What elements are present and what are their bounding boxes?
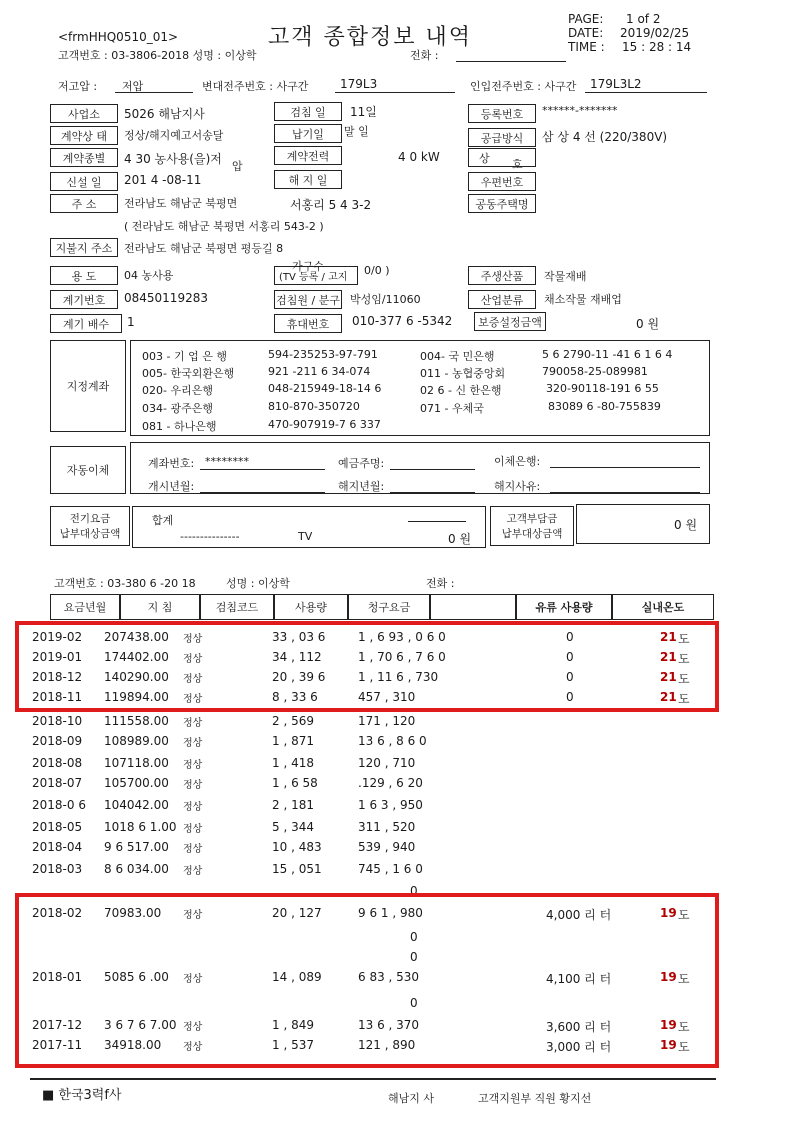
cell-month: 2018-04	[32, 840, 83, 854]
autopay-label: 자동이체	[50, 446, 126, 494]
burden-label-1: 고객부담금	[506, 513, 558, 525]
cell-usage: 2 , 181	[272, 798, 314, 812]
table-row	[0, 862, 794, 882]
supply-method-value: 삼 상 4 선 (220/380V)	[542, 130, 668, 144]
highlight-box	[15, 621, 719, 712]
cell-code: 정상	[183, 974, 203, 985]
cell-charge: 6 83 , 530	[358, 970, 420, 984]
cell-month: 2018-09	[32, 734, 83, 748]
cell-reading: 174402.00	[104, 650, 169, 664]
time-label: TIME :	[568, 40, 605, 54]
business-name-label-2: 호	[512, 158, 523, 171]
cell-charge: 1 6 3 , 950	[358, 798, 423, 812]
cell-temp: 21	[660, 690, 677, 704]
cell-code: 정상	[183, 634, 203, 645]
cell-temp: 19	[660, 970, 677, 984]
main-product-label: 주생산품	[468, 266, 536, 285]
cell-month: 2018-07	[32, 776, 83, 790]
cell-temp: 21	[660, 670, 677, 684]
cell-usage: 33 , 03 6	[272, 630, 326, 644]
reader-value: 박성임/11060	[350, 293, 421, 306]
charges-label-1: 전기요금	[69, 513, 111, 525]
cell-usage: 5 , 344	[272, 820, 314, 834]
cell-charge: 13 6 , 370	[358, 1018, 420, 1032]
history-name-line: 성명 : 이상학	[226, 577, 290, 590]
account-number: 810-870-350720	[268, 400, 360, 413]
mobile-value: 010-377 6 -5342	[352, 314, 453, 328]
multiplier-label: 계기 배수	[50, 314, 122, 333]
supply-method-label: 공급방식	[468, 128, 536, 147]
phone-label: 전화 :	[410, 49, 439, 62]
cell-code: 정상	[183, 802, 203, 813]
cell-code: 정상	[183, 718, 203, 729]
table-row	[0, 714, 794, 734]
cell-month: 2019-02	[32, 630, 83, 644]
cell-usage: 2 , 569	[272, 714, 314, 728]
autopay-panel	[130, 442, 710, 494]
col-header-reading: 지 침	[120, 594, 200, 620]
cell-oil: 0	[566, 650, 574, 664]
autopay-holder-label: 예금주명:	[338, 457, 385, 470]
cell-usage: 10 , 483	[272, 840, 322, 854]
account-number: 048-215949-18-14 6	[268, 382, 382, 395]
cell-temp-unit: 도	[678, 692, 690, 706]
customer-no-line: 고객번호 : 03-3806-2018 성명 : 이상학	[58, 49, 257, 62]
cell-temp: 19	[660, 906, 677, 920]
footer-staff: 고객지원부 직원 황지선	[478, 1092, 592, 1105]
col-header-month: 요금년월	[50, 594, 120, 620]
multiplier-value: 1	[127, 315, 135, 329]
cell-temp-unit: 도	[678, 652, 690, 666]
cell-usage: 1 , 849	[272, 1018, 314, 1032]
charges-total-label: 합계	[152, 514, 174, 527]
cell-charge: 1 , 6 93 , 0 6 0	[358, 630, 446, 644]
office-value: 5026 해남지사	[124, 107, 205, 121]
account-bank: 005- 한국외환은행	[142, 367, 235, 380]
cell-charge: .129 , 6 20	[358, 776, 423, 790]
footer-company: ■ 한국3력f사	[42, 1088, 122, 1103]
cell-code: 정상	[183, 824, 203, 835]
cell-charge: 120 , 710	[358, 756, 416, 770]
cell-code: 정상	[183, 694, 203, 705]
cell-usage: 20 , 127	[272, 906, 322, 920]
history-phone-label: 전화 :	[426, 577, 455, 590]
footer-office: 해남지 사	[388, 1092, 435, 1105]
charges-label	[50, 506, 130, 546]
date-label: DATE:	[568, 26, 604, 40]
cell-temp-unit: 도	[678, 1040, 690, 1054]
reg-no-label: 등록번호	[468, 104, 536, 123]
cell-code: 정상	[183, 1042, 203, 1053]
billing-address-label: 지불지 주소	[50, 238, 118, 257]
tv-count: 0/0 )	[364, 264, 390, 277]
col-header-usage: 사용량	[274, 594, 348, 620]
table-row	[0, 820, 794, 840]
cell-code: 정상	[183, 1022, 203, 1033]
autopay-account-value: ********	[205, 455, 249, 468]
install-date-label: 신설 일	[50, 172, 118, 191]
cell-temp: 21	[660, 630, 677, 644]
meter-read-day-value: 11일	[350, 105, 377, 119]
col-header-oil: 유류 사용량	[516, 594, 612, 620]
table-row	[0, 798, 794, 818]
main-product-value: 작물재배	[544, 270, 587, 283]
cell-temp: 21	[660, 650, 677, 664]
cell-reading: 104042.00	[104, 798, 169, 812]
cell-temp-unit: 도	[678, 1020, 690, 1034]
page-value: 1 of 2	[626, 12, 661, 26]
form-id: <frmHHQ0510_01>	[58, 30, 179, 44]
address-detail: 서홍리 5 4 3-2	[290, 198, 372, 212]
install-date-value: 201 4 -08-11	[124, 173, 202, 187]
cell-oil: 3,000 리 터	[546, 1040, 612, 1054]
autopay-start-label: 개시년월:	[148, 480, 195, 493]
cell-code: 정상	[183, 738, 203, 749]
transformer-label: 변대전주번호 : 사구간	[202, 80, 309, 93]
page-label: PAGE:	[568, 12, 604, 26]
cell-code: 정상	[183, 654, 203, 665]
autopay-account-label: 계좌번호:	[148, 457, 195, 470]
contract-status-value: 정상/해지예고서송달	[124, 129, 224, 142]
history-customer-line: 고객번호 : 03-380 6 -20 18	[54, 577, 196, 590]
zero-marker: 0	[410, 884, 418, 898]
cell-oil: 0	[566, 670, 574, 684]
cell-usage: 20 , 39 6	[272, 670, 326, 684]
cell-charge: 745 , 1 6 0	[358, 862, 423, 876]
reader-label: 검침원 / 분구	[274, 290, 342, 309]
cell-temp-unit: 도	[678, 908, 690, 922]
address-paren: ( 전라남도 해남군 북평면 서홍리 543-2 )	[124, 220, 324, 233]
cell-usage: 1 , 418	[272, 756, 314, 770]
account-number: 5 6 2790-11 -41 6 1 6 4	[542, 348, 673, 361]
footer-rule	[30, 1078, 716, 1080]
payment-due-label: 납기일	[274, 124, 342, 143]
cell-temp: 19	[660, 1038, 677, 1052]
charges-dashes: ---------------	[180, 530, 240, 543]
cell-usage: 34 , 112	[272, 650, 322, 664]
cell-month: 2018-03	[32, 862, 83, 876]
cell-reading: 119894.00	[104, 690, 169, 704]
burden-label	[490, 506, 574, 546]
col-header-blank	[430, 594, 516, 620]
time-value: 15 : 28 : 14	[622, 40, 692, 54]
voltage-value: 저압	[122, 80, 144, 93]
meter-read-day-label: 검침 일	[274, 102, 342, 121]
cell-code: 정상	[183, 780, 203, 791]
cell-month: 2017-12	[32, 1018, 83, 1032]
col-header-temp: 실내온도	[612, 594, 714, 620]
cell-reading: 70983.00	[104, 906, 162, 920]
account-number: 470-907919-7 6 337	[268, 418, 381, 431]
zero-marker: 0	[410, 930, 418, 944]
tv-line: (TV 등록 / 고지	[274, 266, 358, 285]
cell-usage: 8 , 33 6	[272, 690, 318, 704]
charges-label-2: 납부대상금액	[59, 528, 121, 540]
cell-reading: 34918.00	[104, 1038, 162, 1052]
account-number: 921 -211 6 34-074	[268, 365, 371, 378]
underline	[200, 469, 325, 470]
cell-reading: 3 6 7 6 7.00	[104, 1018, 177, 1032]
autopay-end-label: 해지년월:	[338, 480, 385, 493]
billing-address-value: 전라남도 해남군 북평면 평등길 8	[124, 242, 284, 255]
cell-charge: 539 , 940	[358, 840, 416, 854]
contract-power-value: 4 0 kW	[398, 150, 440, 164]
underline	[550, 492, 700, 493]
industry-label: 산업분류	[468, 290, 536, 309]
mobile-label: 휴대번호	[274, 314, 342, 333]
cell-reading: 1018 6 1.00	[104, 820, 177, 834]
entry-pole-value: 179L3L2	[590, 77, 642, 91]
account-bank: 02 6 - 신 한은행	[420, 384, 502, 397]
cell-temp-unit: 도	[678, 632, 690, 646]
cell-month: 2018-02	[32, 906, 83, 920]
cell-reading: 111558.00	[104, 714, 169, 728]
cell-charge: 13 6 , 8 6 0	[358, 734, 427, 748]
cell-usage: 15 , 051	[272, 862, 322, 876]
accounts-label: 지정계좌	[50, 340, 126, 432]
account-bank: 071 - 우체국	[420, 402, 484, 415]
usage-label: 용 도	[50, 266, 118, 285]
cell-month: 2017-11	[32, 1038, 83, 1052]
contract-power-label: 계약전력	[274, 146, 342, 165]
cell-reading: 8 6 034.00	[104, 862, 169, 876]
phone-underline	[456, 61, 566, 62]
cell-reading: 105700.00	[104, 776, 169, 790]
burden-value: 0 원	[674, 518, 698, 532]
contract-type-value: 4 30 농사용(을)저	[124, 152, 222, 166]
cell-usage: 1 , 6 58	[272, 776, 318, 790]
account-bank: 081 - 하나은행	[142, 420, 217, 433]
underline	[115, 92, 193, 93]
underline	[585, 92, 707, 93]
deposit-value: 0 원	[636, 317, 660, 331]
cell-month: 2019-01	[32, 650, 83, 664]
underline	[550, 467, 700, 468]
zero-marker: 0	[410, 950, 418, 964]
autopay-bank-label: 이체은행:	[494, 455, 541, 468]
cell-month: 2018-12	[32, 670, 83, 684]
cell-charge: 171 , 120	[358, 714, 416, 728]
col-header-charge: 청구요금	[348, 594, 430, 620]
underline	[390, 469, 475, 470]
cell-usage: 14 , 089	[272, 970, 322, 984]
payment-due-value: 말 일	[344, 125, 369, 138]
contract-type-suffix: 압	[232, 160, 243, 173]
cell-charge: 1 , 11 6 , 730	[358, 670, 439, 684]
cell-month: 2018-10	[32, 714, 83, 728]
cell-oil: 3,600 리 터	[546, 1020, 612, 1034]
account-bank: 004- 국 민은행	[420, 350, 495, 363]
col-header-code: 검침코드	[200, 594, 274, 620]
cell-charge: 9 6 1 , 980	[358, 906, 423, 920]
table-row	[0, 734, 794, 754]
cell-reading: 107118.00	[104, 756, 169, 770]
underline	[408, 521, 466, 522]
cell-month: 2018-08	[32, 756, 83, 770]
voltage-label: 저고압 :	[58, 80, 98, 93]
office-label: 사업소	[50, 104, 118, 123]
address-label: 주 소	[50, 194, 118, 213]
cell-code: 정상	[183, 760, 203, 771]
account-bank: 020- 우리은행	[142, 384, 213, 397]
business-name-label-1: 상	[479, 151, 490, 165]
cell-usage: 1 , 537	[272, 1038, 314, 1052]
charges-tv-label: TV	[298, 530, 313, 543]
cell-oil: 4,000 리 터	[546, 908, 612, 922]
reg-no-value: ******-*******	[542, 104, 618, 117]
account-bank: 034- 광주은행	[142, 402, 213, 415]
page-title: 고객 종합정보 내역	[268, 25, 473, 50]
zero-marker: 0	[410, 996, 418, 1010]
entry-pole-label: 인입전주번호 : 사구간	[470, 80, 577, 93]
cell-code: 정상	[183, 866, 203, 877]
contract-type-label: 계약종별	[50, 148, 118, 167]
transformer-value: 179L3	[340, 77, 378, 91]
cell-usage: 1 , 871	[272, 734, 314, 748]
cell-month: 2018-0 6	[32, 798, 86, 812]
address-value: 전라남도 해남군 북평면	[124, 197, 238, 210]
meter-no-value: 08450119283	[124, 291, 208, 305]
cell-oil: 0	[566, 630, 574, 644]
cell-charge: 121 , 890	[358, 1038, 416, 1052]
tv-status: 가구수	[292, 260, 324, 273]
highlight-box	[15, 893, 719, 1068]
cell-charge: 457 , 310	[358, 690, 416, 704]
autopay-reason-label: 해지사유:	[494, 480, 541, 493]
cell-charge: 1 , 70 6 , 7 6 0	[358, 650, 446, 664]
cell-reading: 140290.00	[104, 670, 169, 684]
cell-reading: 207438.00	[104, 630, 169, 644]
business-name-label	[468, 148, 536, 167]
account-number: 83089 6 -80-755839	[548, 400, 661, 413]
account-number: 320-90118-191 6 55	[546, 382, 659, 395]
burden-label-2: 납부대상금액	[501, 528, 563, 540]
meter-no-label: 계기번호	[50, 290, 118, 309]
cell-temp-unit: 도	[678, 972, 690, 986]
cell-code: 정상	[183, 910, 203, 921]
zip-label: 우편번호	[468, 172, 536, 191]
cell-temp-unit: 도	[678, 672, 690, 686]
contract-status-label: 계약상 태	[50, 126, 118, 145]
cell-month: 2018-05	[32, 820, 83, 834]
industry-value: 채소작물 재배업	[544, 293, 622, 306]
table-row	[0, 840, 794, 860]
deposit-label: 보증설정금액	[474, 312, 546, 331]
table-row	[0, 776, 794, 796]
date-value: 2019/02/25	[620, 26, 690, 40]
cell-reading: 108989.00	[104, 734, 169, 748]
charges-total-value: 0 원	[448, 532, 472, 546]
account-number: 790058-25-089981	[542, 365, 648, 378]
cell-reading: 9 6 517.00	[104, 840, 169, 854]
account-bank: 003 - 기 업 은 행	[142, 350, 227, 363]
underline	[335, 92, 455, 93]
cell-charge: 311 , 520	[358, 820, 416, 834]
cell-code: 정상	[183, 844, 203, 855]
cell-reading: 5085 6 .00	[104, 970, 169, 984]
account-number: 594-235253-97-791	[268, 348, 378, 361]
table-row	[0, 756, 794, 776]
cell-oil: 4,100 리 터	[546, 972, 612, 986]
cell-oil: 0	[566, 690, 574, 704]
cell-temp: 19	[660, 1018, 677, 1032]
cell-month: 2018-11	[32, 690, 83, 704]
cell-code: 정상	[183, 674, 203, 685]
apartment-label: 공동주택명	[468, 194, 536, 213]
terminate-date-label: 해 지 일	[274, 170, 342, 189]
usage-value: 04 농사용	[124, 269, 174, 282]
cell-month: 2018-01	[32, 970, 83, 984]
underline	[200, 492, 325, 493]
underline	[390, 492, 475, 493]
account-bank: 011 - 농협중앙회	[420, 367, 506, 380]
